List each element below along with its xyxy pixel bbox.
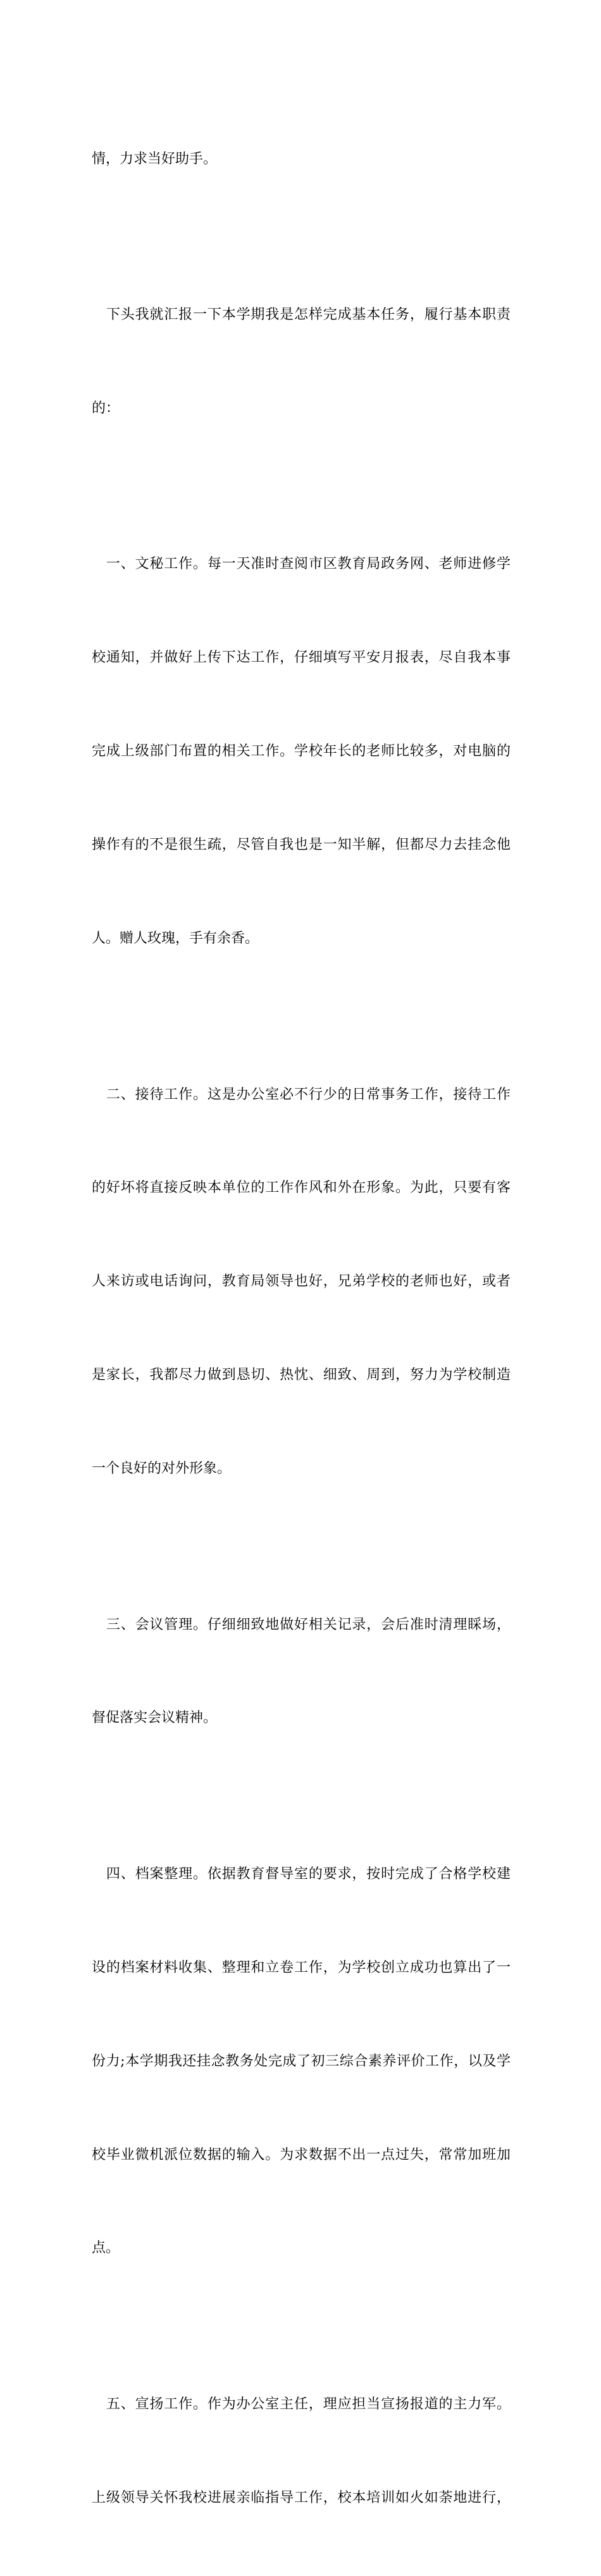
text-line: 是家长，我都尽力做到恳切、热忱、细致、周到，努力为学校制造	[92, 1367, 511, 1384]
text-line: 的：	[92, 400, 120, 416]
text-line: 的好坏将直接反映本单位的工作作风和外在形象。为此，只要有客	[92, 1180, 511, 1196]
text-line: 一、文秘工作。每一天准时查阅市区教育局政务网、老师进修学	[92, 556, 511, 573]
paragraph-4	[92, 1017, 511, 1547]
text-line: 点。	[92, 2240, 120, 2257]
paragraph-7	[92, 2326, 511, 2575]
text-line: 情，力求当好助手。	[92, 151, 218, 167]
text-line: 四、档案整理。依据教育督导室的要求，按时完成了合格学校建	[92, 1866, 511, 1882]
text-line: 校通知，并做好上传下达工作，仔细填写平安月报表，尽自我本事	[92, 650, 511, 666]
paragraph-2	[92, 237, 511, 486]
text-line: 操作有的不是很生疏，尽管自我也是一知半解，但都尽力去挂念他	[92, 837, 511, 853]
paragraph-5	[92, 1547, 511, 1796]
text-line: 五、宣扬工作。作为办公室主任，理应担当宣扬报道的主力军。	[92, 2396, 511, 2412]
paragraph-1	[92, 81, 511, 237]
text-line: 二、接待工作。这是办公室必不行少的日常事务工作，接待工作	[92, 1086, 511, 1103]
text-line: 人来访或电话询问，教育局领导也好，兄弟学校的老师也好，或者	[92, 1273, 511, 1290]
text-line: 设的档案材料收集、整理和立卷工作，为学校创立成功也算出了一	[92, 1959, 511, 1976]
text-line: 份力;本学期我还挂念教务处完成了初三综合素养评价工作，以及学	[92, 2053, 511, 2069]
text-line: 完成上级部门布置的相关工作。学校年长的老师比较多，对电脑的	[92, 743, 511, 760]
paragraph-6	[92, 1796, 511, 2326]
text-line: 三、会议管理。仔细细致地做好相关记录，会后准时清理睬场，	[92, 1616, 511, 1633]
text-line: 一个良好的对外形象。	[92, 1461, 232, 1477]
document-body	[92, 81, 511, 2576]
text-line: 校毕业微机派位数据的输入。为求数据不出一点过失，常常加班加	[92, 2146, 511, 2163]
text-line: 下头我就汇报一下本学期我是怎样完成基本任务，履行基本职责	[92, 307, 511, 323]
text-line: 督促落实会议精神。	[92, 1710, 218, 1726]
paragraph-3	[92, 486, 511, 1017]
text-line: 上级领导关怀我校进展亲临指导工作，校本培训如火如荼地进行，	[92, 2489, 511, 2506]
text-line: 人。赠人玫瑰，手有余香。	[92, 931, 259, 947]
